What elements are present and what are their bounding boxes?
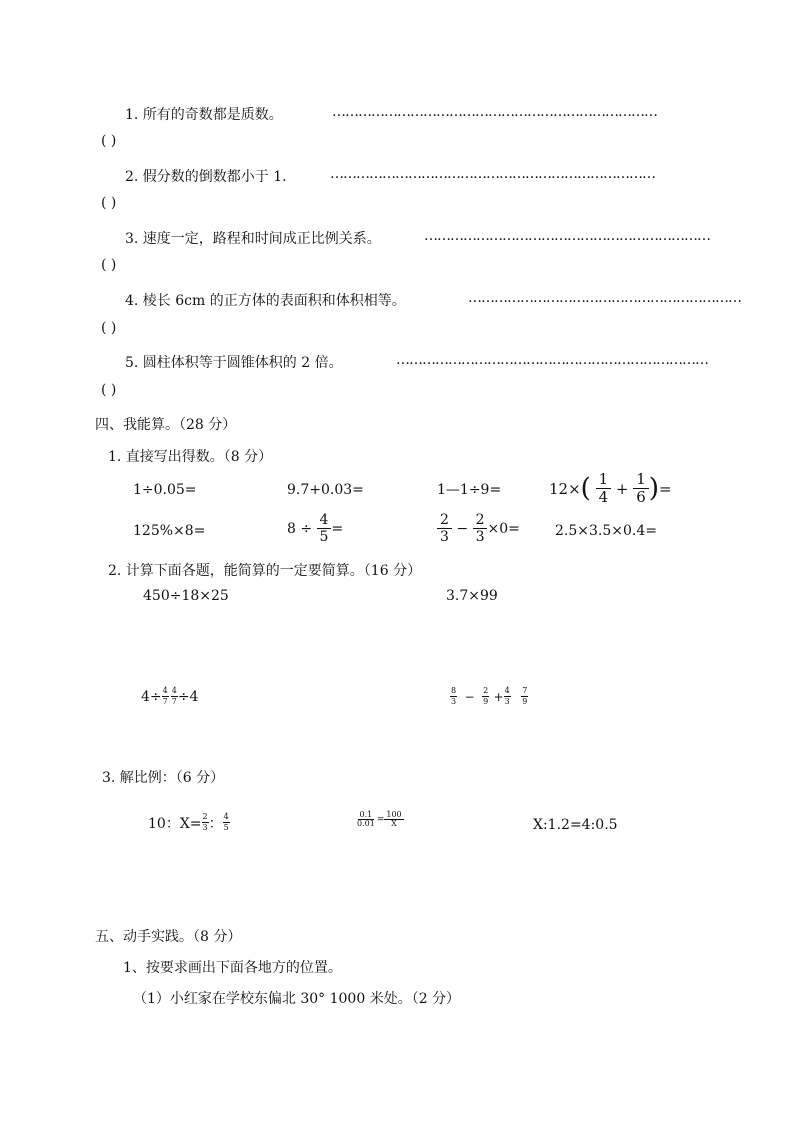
equals-sign: = (331, 520, 344, 537)
judge-dots-3: ………………………………………………………… (424, 228, 710, 244)
q2c-prefix: 4÷ (141, 688, 162, 705)
answer-paren-2[interactable]: ( ) (101, 195, 117, 211)
calc-1-4-prefix: 12× (549, 479, 581, 498)
q2c-fraction-2: $\frac{4}{7}$ (171, 686, 177, 706)
section-4-title: 四、我能算。（28 分） (95, 417, 237, 433)
calc-2-4: 2.5×3.5×0.4= (555, 523, 657, 539)
plus-sign: + (615, 479, 629, 498)
judge-text-1: 1. 所有的奇数都是质数。 (125, 107, 283, 123)
judge-dots-2: ………………………………………………………………… (330, 166, 655, 182)
q2-expr-a: 450÷18×25 (143, 588, 229, 604)
q3-expr-b (355, 811, 404, 828)
q2c-fraction-1: $\frac{4}{7}$ (162, 686, 168, 706)
q2-expr-d (450, 686, 528, 707)
calc-1-2: 9.7+0.03= (287, 482, 364, 498)
equals-sign: = (658, 479, 672, 498)
judge-text-2: 2. 假分数的倒数都小于 1. (125, 169, 287, 185)
q3-title: 3. 解比例：（6 分） (102, 770, 225, 786)
judge-dots-1: ………………………………………………………………… (332, 104, 657, 120)
q3a-fraction-2: $\frac{4}{5}$ (223, 812, 229, 832)
q2-expr-c (141, 686, 198, 707)
judge-dots-5: ……………………………………………………………… (396, 352, 708, 368)
q3a-fraction-1: $\frac{2}{3}$ (202, 812, 208, 832)
q2-title: 2. 计算下面各题，能简算的一定要简算。（16 分） (108, 563, 422, 579)
open-paren: ( (580, 473, 591, 504)
section-5-q1a: （1）小红家在学校东偏北 30° 1000 米处。（2 分） (133, 991, 461, 1007)
q1-title: 1. 直接写出得数。（8 分） (108, 449, 273, 465)
q3a-prefix: 10：X= (148, 815, 202, 832)
q3b-fraction-1: $\frac{0.1}{0.01}$ (357, 810, 375, 828)
answer-paren-1[interactable]: ( ) (101, 133, 117, 149)
ratio-sign: ： (208, 815, 223, 832)
calc-2-2-prefix: 8 ÷ (287, 520, 313, 537)
answer-paren-3[interactable]: ( ) (101, 257, 117, 273)
section-5-q1: 1、按要求画出下面各地方的位置。 (123, 960, 342, 976)
calc-2-1: 125%×8= (133, 523, 206, 539)
minus-sign: − (464, 689, 475, 704)
answer-paren-4[interactable]: ( ) (101, 320, 117, 336)
fraction-2-3-a: $\frac{2}{3}$ (437, 512, 452, 545)
judge-text-5: 5. 圆柱体积等于圆锥体积的 2 倍。 (125, 355, 343, 371)
calc-2-2 (287, 512, 343, 545)
judge-dots-4: ……………………………………………………… (468, 290, 741, 306)
times-zero: ×0= (487, 520, 520, 537)
fraction-4-5: $\frac{4}{5}$ (317, 512, 332, 545)
answer-paren-5[interactable]: ( ) (101, 382, 117, 398)
minus-sign: − (456, 520, 469, 537)
judge-text-3: 3. 速度一定，路程和时间成正比例关系。 (125, 231, 381, 247)
q2-expr-b: 3.7×99 (446, 588, 498, 604)
q3b-fraction-2: $\frac{100}{X}$ (386, 810, 402, 828)
q2d-fraction-1: $\frac{8}{3}$ (451, 686, 457, 706)
fraction-1-4: $\frac{1}{4}$ (596, 471, 612, 506)
fraction-2-3-b: $\frac{2}{3}$ (473, 512, 488, 545)
q3-expr-c: X:1.2=4:0.5 (533, 817, 618, 833)
q2d-fraction-3: $\frac{4}{3}$ (504, 686, 510, 706)
calc-1-4 (549, 471, 672, 506)
close-paren: ) (648, 473, 659, 504)
section-5-title: 五、动手实践。（8 分） (95, 929, 242, 945)
q2d-fraction-4: $\frac{7}{9}$ (522, 686, 528, 706)
q3-expr-a (148, 812, 230, 833)
calc-2-3 (437, 512, 520, 545)
equals-sign: = (376, 814, 385, 825)
fraction-1-6: $\frac{1}{6}$ (633, 471, 649, 506)
plus-sign: + (493, 689, 504, 704)
judge-text-4: 4. 棱长 6cm 的正方体的表面积和体积相等。 (125, 293, 406, 309)
q2c-suffix: ÷4 (177, 688, 199, 705)
calc-1-3: 1—1÷9= (437, 482, 502, 498)
calc-1-1: 1÷0.05= (133, 482, 197, 498)
q2d-fraction-2: $\frac{2}{9}$ (483, 686, 489, 706)
